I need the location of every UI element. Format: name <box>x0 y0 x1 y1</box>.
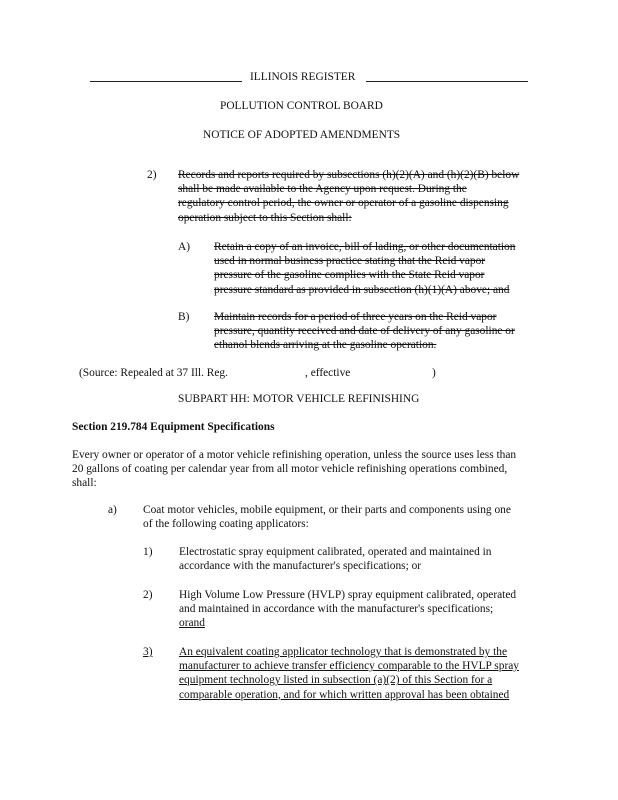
item-A-text <box>214 240 554 297</box>
item-2-label: 2) <box>147 169 157 181</box>
text-line: pressure standard as provided in subsection (h)(1)(A) above; and <box>214 283 510 296</box>
text-line: accordance with the manufacturer's specifications; or <box>179 560 422 573</box>
item-2b-text <box>179 588 559 631</box>
text-line: regulatory control period, the owner or operator of a gasoline dispensing <box>178 197 509 210</box>
item-3-label: 3) <box>143 646 153 658</box>
text-line: Records and reports required by subsections (h)(2)(A) and (h)(2)(B) below <box>178 169 520 181</box>
text-line: used in normal business practice stating that the Reid vapor <box>214 255 486 268</box>
text-line: 20 gallons of coating per calendar year from all motor vehicle refinishing operations combined, <box>72 463 508 476</box>
text-line: manufacturer to achieve transfer efficiency comparable to the HVLP spray <box>179 660 519 673</box>
text-line: ethanol blends arriving at the gasoline operation. <box>214 339 437 352</box>
item-a-text <box>143 503 563 531</box>
text-line: operation subject to this Section shall: <box>178 211 352 224</box>
item-1-label: 1) <box>143 546 153 558</box>
board-title: POLLUTION CONTROL BOARD <box>220 100 383 112</box>
text-line: comparable operation, and for which written approval has been obtained <box>179 688 510 701</box>
subpart-heading: SUBPART HH: MOTOR VEHICLE REFINISHING <box>178 393 420 405</box>
text-line: shall be made available to the Agency upon request. During the <box>178 183 467 196</box>
text-line: and maintained in accordance with the manufacturer's specifications; <box>179 603 494 616</box>
text-line: Every owner or operator of a motor vehicle refinishing operation, unless the source uses less than <box>72 449 517 461</box>
item-B-label: B) <box>178 311 190 323</box>
item-A-label: A) <box>178 241 191 253</box>
notice-title: NOTICE OF ADOPTED AMENDMENTS <box>203 129 401 141</box>
item-1-text <box>179 545 559 573</box>
text-line: shall: <box>72 477 97 490</box>
text-line: Coat motor vehicles, mobile equipment, or their parts and components using one <box>143 504 511 516</box>
text-line: High Volume Low Pressure (HVLP) spray equipment calibrated, operated <box>179 589 517 601</box>
text-line: pressure of the gasoline complies with the State Reid vapor <box>214 269 485 282</box>
text-line: Maintain records for a period of three years on the Reid vapor <box>214 311 497 323</box>
text-line: Electrostatic spray equipment calibrated, operated and maintained in <box>179 546 492 558</box>
text-line: Retain a copy of an invoice, bill of lading, or other documentation <box>214 241 516 253</box>
text-line: pressure, quantity received and date of delivery of any gasoline or <box>214 325 515 338</box>
intro-paragraph <box>72 448 572 491</box>
source-note-effective: , effective <box>305 367 351 379</box>
text-line: An equivalent coating applicator technology that is demonstrated by the <box>179 646 508 658</box>
item-3-text <box>179 645 559 702</box>
item-2b-label: 2) <box>143 589 153 601</box>
text-line-amended: orand <box>179 617 205 630</box>
source-note-start: (Source: Repealed at 37 Ill. Reg. <box>79 367 228 379</box>
section-heading: Section 219.784 Equipment Specifications <box>72 421 275 433</box>
item-2-text <box>178 168 558 225</box>
text-line: equipment technology listed in subsection (a)(2) of this Section for a <box>179 674 493 687</box>
header-rule-left <box>90 81 242 82</box>
header-rule-right <box>366 81 528 82</box>
register-title: ILLINOIS REGISTER <box>250 71 356 83</box>
item-a-label: a) <box>108 504 117 516</box>
source-note-end: ) <box>432 367 436 379</box>
text-line: of the following coating applicators: <box>143 518 309 531</box>
item-B-text <box>214 310 554 353</box>
